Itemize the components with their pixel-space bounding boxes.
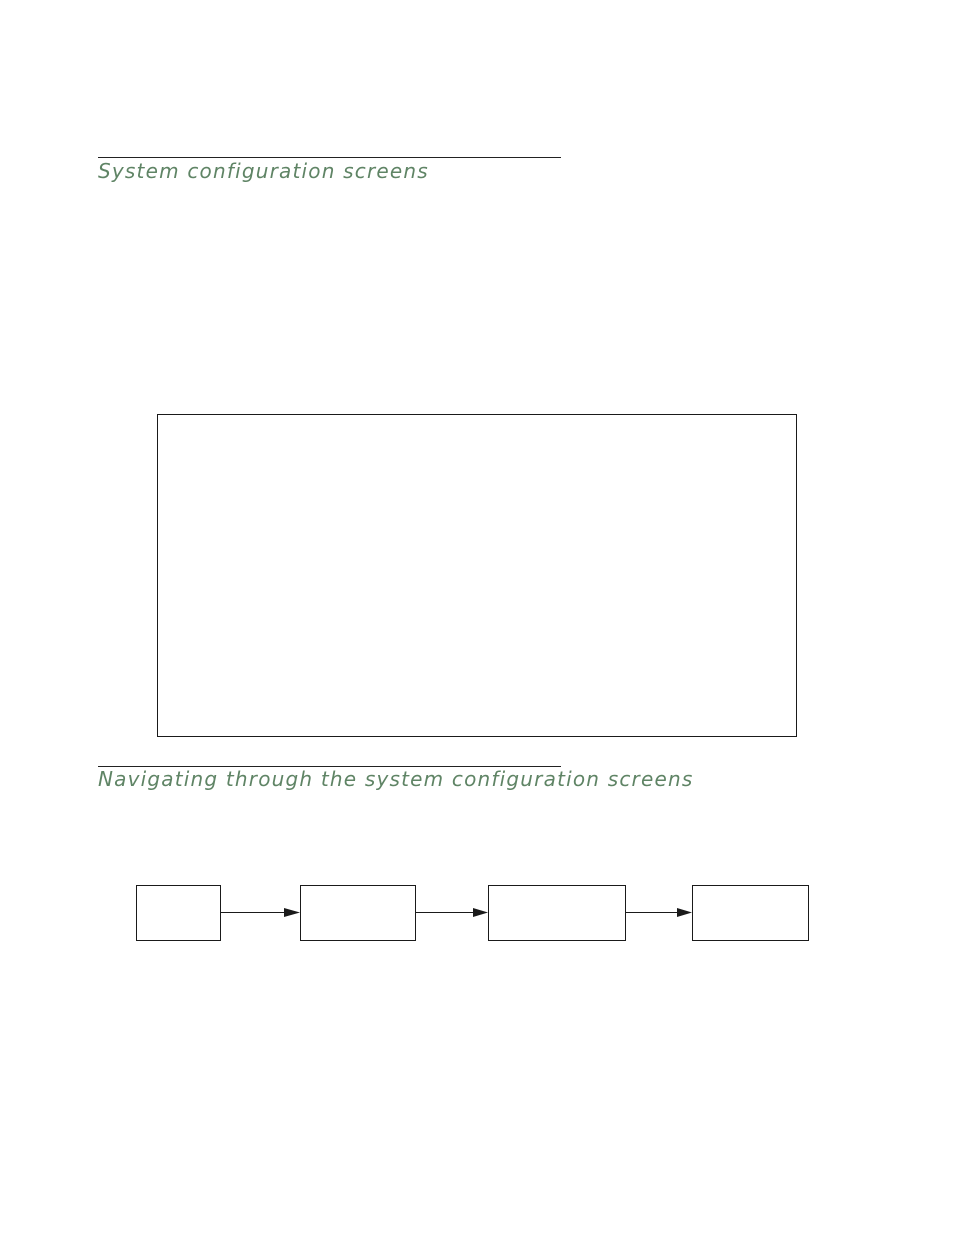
flow-arrow-1 (221, 908, 300, 917)
flow-arrow-2 (416, 908, 488, 917)
flow-arrow-3 (626, 908, 692, 917)
flow-box-step-3 (489, 886, 626, 941)
section-heading-navigating: Navigating through the system configuration screens (98, 767, 694, 791)
flow-box-step-1 (137, 886, 221, 941)
flow-box-step-4 (693, 886, 809, 941)
flow-box-step-2 (301, 886, 416, 941)
section-heading-system-configuration: System configuration screens (98, 159, 429, 183)
